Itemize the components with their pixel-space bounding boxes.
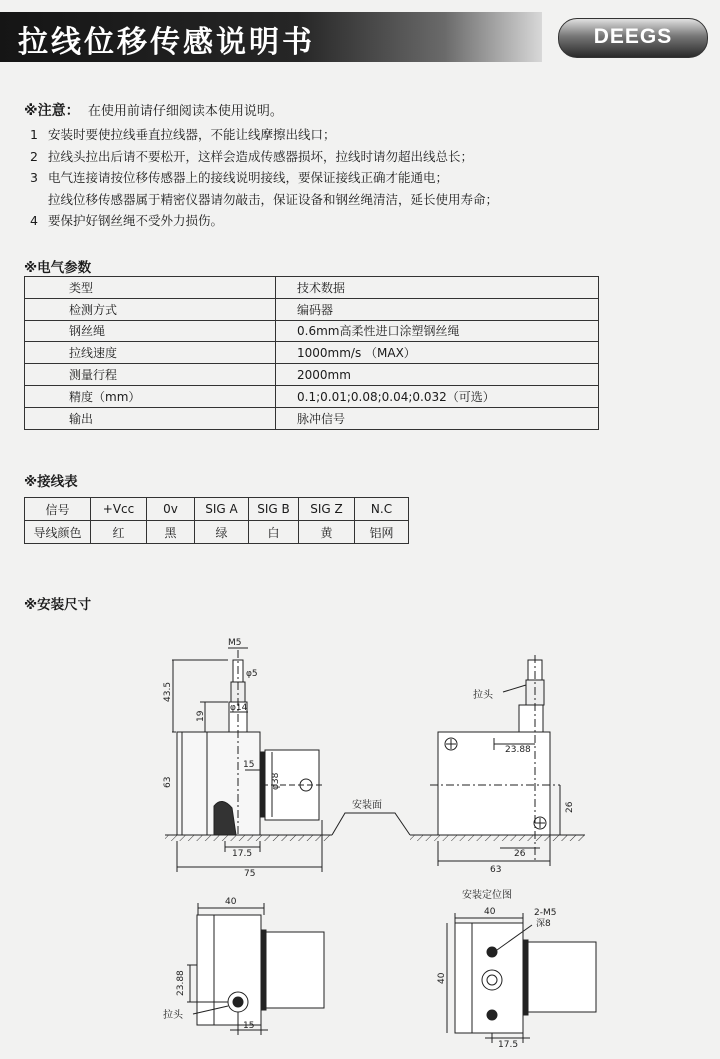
- label-23-88-top: 23.88: [176, 970, 186, 996]
- param-name: 钢丝绳: [25, 320, 276, 342]
- label-26-vertical: 26: [565, 801, 575, 813]
- wiring-color-cell: 绿: [195, 521, 249, 544]
- param-value: 0.6mm高柔性进口涂塑钢丝绳: [276, 320, 599, 342]
- label-17-5: 17.5: [232, 849, 253, 859]
- label-pull-head: 拉头: [473, 690, 493, 701]
- param-value: 1000mm/s （MAX）: [276, 342, 599, 364]
- param-value: 2000mm: [276, 364, 599, 386]
- side-view: [410, 655, 585, 866]
- item-number: 3: [30, 170, 38, 185]
- label-phi38: φ38: [271, 772, 281, 790]
- label-63-side: 63: [490, 865, 502, 875]
- table-row: [25, 298, 599, 320]
- attention-text: 在使用前请仔细阅读本使用说明。: [87, 104, 283, 119]
- wiring-header-cell: N.C: [355, 498, 409, 521]
- list-item: [30, 167, 498, 189]
- table-row: [25, 407, 599, 429]
- label-75: 75: [244, 869, 256, 879]
- dimension-drawings: [0, 630, 720, 1059]
- label-phi14: φ14: [230, 703, 248, 713]
- brand-name: DEEGS: [593, 25, 673, 48]
- mount-position-view: [447, 913, 596, 1043]
- label-depth-8: 深8: [536, 919, 551, 929]
- label-19: 19: [196, 710, 206, 722]
- label-17-5-mount: 17.5: [498, 1040, 519, 1050]
- item-number: 2: [30, 148, 38, 164]
- label-63: 63: [163, 776, 173, 788]
- wiring-color-cell: 黑: [147, 521, 195, 544]
- top-view: [187, 903, 324, 1035]
- list-item: [30, 146, 498, 168]
- wiring-color-cell: 红: [91, 521, 147, 544]
- item-text: 拉线位移传感器属于精密仪器请勿敲击，保证设备和钢丝绳清洁，延长使用寿命；: [48, 191, 499, 207]
- param-name: 类型: [25, 277, 276, 299]
- param-value: 编码器: [276, 298, 599, 320]
- page-title: 拉线位移传感说明书: [18, 25, 315, 60]
- wiring-header-cell: SIG Z: [299, 498, 355, 521]
- table-row: [25, 364, 599, 386]
- param-name: 拉线速度: [25, 342, 276, 364]
- item-text: 安装时要使拉线垂直拉线器，不能让线摩擦出线口；: [48, 127, 336, 142]
- param-name: 检测方式: [25, 298, 276, 320]
- item-number: 4: [30, 213, 38, 228]
- param-name: 输出: [25, 407, 276, 429]
- label-40-mount-side: 40: [437, 972, 447, 984]
- table-row: [25, 385, 599, 407]
- brand-logo: [558, 18, 708, 58]
- list-item: [30, 189, 498, 211]
- label-15: 15: [243, 760, 255, 770]
- table-row: [25, 277, 599, 299]
- label-15-top: 15: [243, 1021, 255, 1031]
- electrical-params-table: [24, 276, 599, 430]
- attention-label: ※注意：: [24, 103, 80, 119]
- label-40-mount-top: 40: [484, 907, 496, 917]
- wiring-header-cell: 信号: [25, 498, 91, 521]
- label-mount-position: 安装定位图: [462, 890, 512, 901]
- wiring-header-cell: +Vcc: [91, 498, 147, 521]
- list-item: [30, 210, 498, 232]
- table-row: [25, 498, 409, 521]
- table-row: [25, 320, 599, 342]
- wiring-color-cell: 导线颜色: [25, 521, 91, 544]
- wiring-color-cell: 铝网: [355, 521, 409, 544]
- param-name: 测量行程: [25, 364, 276, 386]
- electrical-heading: ※电气参数: [24, 260, 92, 276]
- label-40-top: 40: [225, 897, 237, 907]
- table-row: [25, 342, 599, 364]
- attention-note: [24, 100, 283, 120]
- label-26-horizontal: 26: [514, 849, 526, 859]
- label-2-m5: 2-M5: [534, 908, 557, 918]
- wiring-heading: ※接线表: [24, 474, 78, 490]
- item-text: 要保护好钢丝绳不受外力损伤。: [48, 213, 224, 228]
- wiring-header-cell: SIG A: [195, 498, 249, 521]
- table-row: [25, 521, 409, 544]
- wiring-header-cell: SIG B: [249, 498, 299, 521]
- label-m5: M5: [228, 638, 242, 648]
- item-number: 1: [30, 127, 38, 142]
- notes-list: [30, 124, 498, 232]
- wiring-color-cell: 黄: [299, 521, 355, 544]
- wiring-header-cell: 0v: [147, 498, 195, 521]
- label-43-5: 43.5: [163, 681, 173, 702]
- wiring-color-cell: 白: [249, 521, 299, 544]
- mount-surface-callout: [332, 813, 410, 835]
- param-value: 技术数据: [276, 277, 599, 299]
- label-mount-surface: 安装面: [352, 800, 382, 811]
- dimensions-heading: ※安装尺寸: [24, 597, 92, 613]
- label-pull-head-top: 拉头: [163, 1010, 183, 1021]
- item-text: 电气连接请按位移传感器上的接线说明接线，要保证接线正确才能通电；: [48, 170, 449, 185]
- param-value: 脉冲信号: [276, 407, 599, 429]
- param-name: 精度（mm）: [25, 385, 276, 407]
- label-23-88: 23.88: [505, 745, 531, 755]
- item-text: 拉线头拉出后请不要松开，这样会造成传感器损坏，拉线时请勿超出线总长；: [48, 148, 474, 164]
- param-value: 0.1;0.01;0.08;0.04;0.032（可选）: [276, 385, 599, 407]
- list-item: [30, 124, 498, 146]
- label-phi5: φ5: [246, 669, 258, 679]
- wiring-table: [24, 497, 409, 544]
